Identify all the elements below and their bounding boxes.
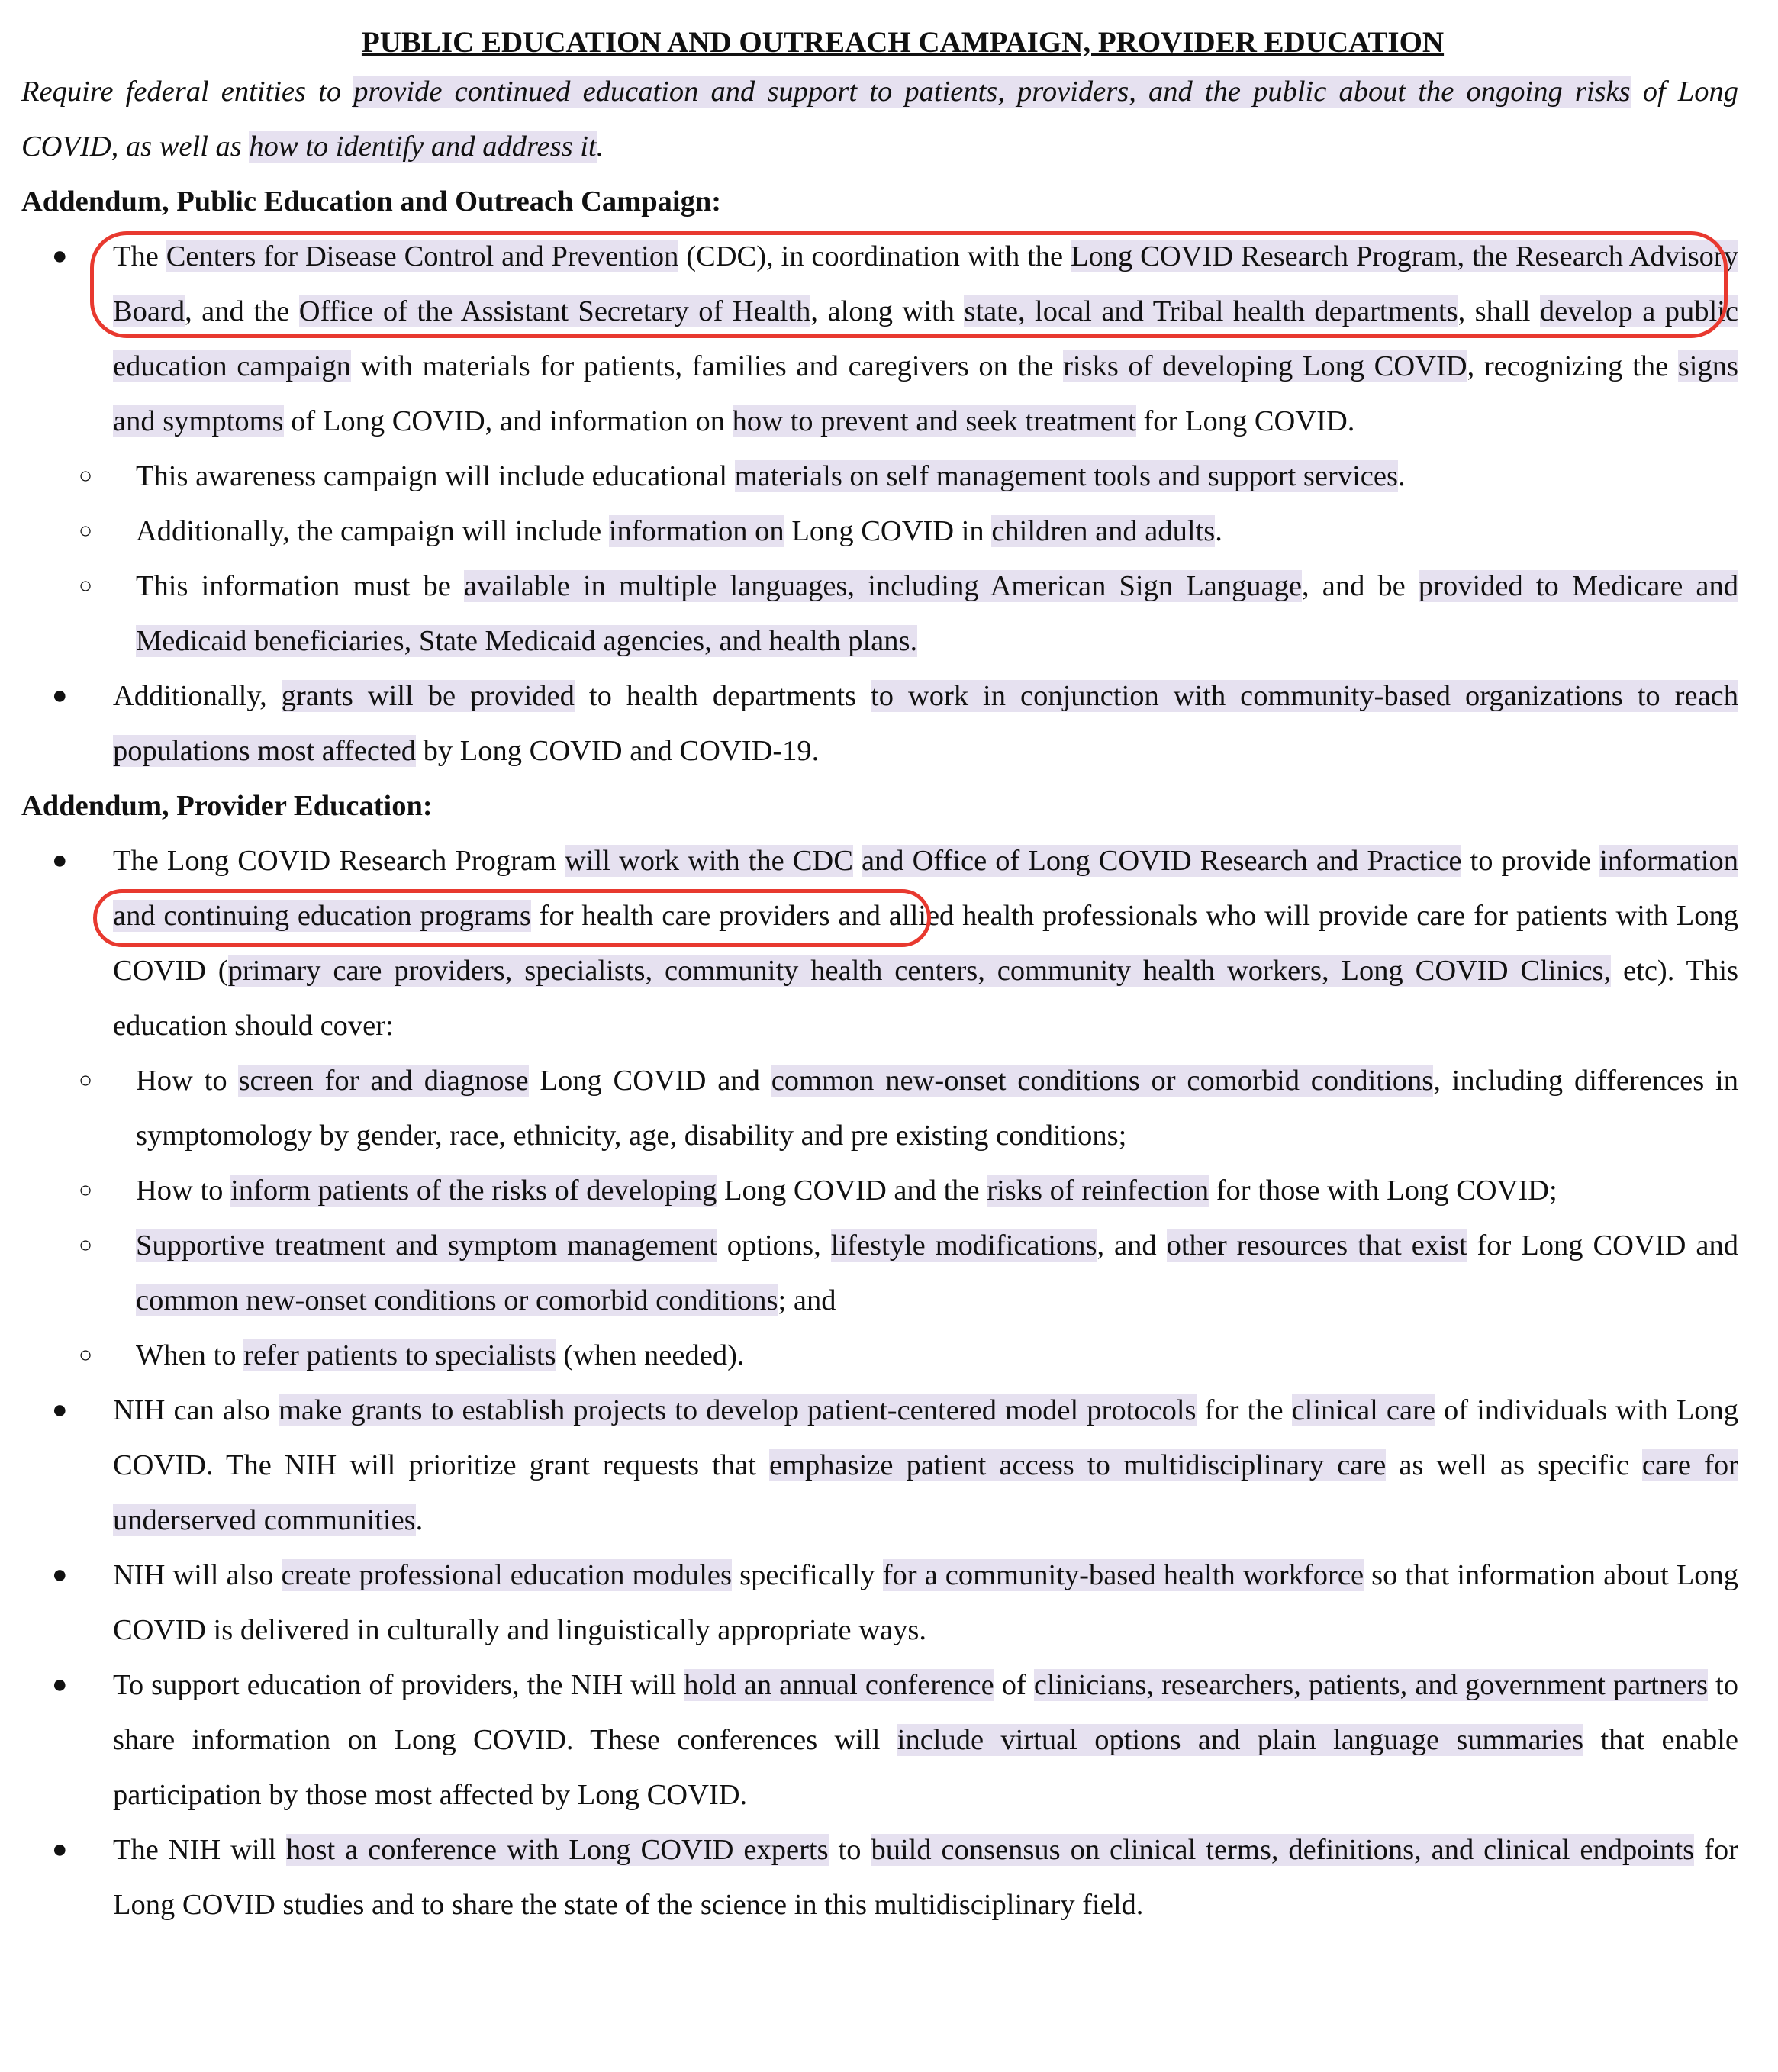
sub-bullet-glyph: ○	[79, 1178, 93, 1203]
sub-bullet-item	[21, 1328, 1738, 1383]
highlighted-text: children and adults	[991, 515, 1216, 547]
highlighted-text: risks of reinfection	[987, 1175, 1209, 1207]
text-run: Long COVID and	[528, 1065, 771, 1097]
highlighted-text: signs and symptoms	[113, 350, 1738, 437]
text-run: that enable participation by those most affected by Long COVID.	[113, 1724, 1738, 1811]
text-run: .	[596, 131, 604, 163]
text-run: ; and	[778, 1284, 836, 1316]
highlighted-text: grants will be provided	[281, 680, 575, 712]
text-run: The	[113, 240, 166, 272]
highlighted-text: materials on self management tools and support services	[734, 460, 1398, 492]
highlighted-text: how to identify and address it	[249, 131, 597, 163]
highlighted-text: provide continued education and support to patients, providers, and the public about the ongoing risks	[353, 76, 1631, 108]
sub-bullet-glyph: ○	[79, 463, 93, 488]
text-run: so that information about Long COVID is delivered in culturally and linguistically appropriate ways.	[113, 1559, 1738, 1646]
text-run: .	[1397, 460, 1406, 492]
text-run: .	[1215, 515, 1222, 547]
text-run: to health departments	[574, 680, 871, 712]
sub-bullet-list	[21, 1053, 1738, 1383]
text-run: , and be	[1301, 570, 1419, 602]
highlighted-text: available in multiple languages, including American Sign Language	[463, 570, 1302, 602]
highlighted-text: Supportive treatment and symptom management	[136, 1229, 717, 1262]
text-run: for the	[1196, 1394, 1292, 1426]
text-run: for those with Long COVID;	[1209, 1175, 1557, 1207]
highlighted-text: for a community-based health workforce	[882, 1559, 1364, 1591]
text-run: , along with	[810, 295, 965, 327]
highlighted-text: how to prevent and seek treatment	[732, 405, 1136, 437]
highlighted-text: to work in conjunction with community-based organizations to reach populations most affected	[113, 680, 1738, 767]
highlighted-text: Long COVID Research Program, the Research Advisory Board	[113, 240, 1739, 327]
bullet-item	[21, 1383, 1738, 1548]
text-run: How to	[136, 1065, 239, 1097]
text-run: To support education of providers, the NIH will	[113, 1669, 684, 1701]
text-run: of Long COVID, as well as	[21, 76, 1739, 163]
text-run: as well as specific	[1386, 1449, 1642, 1481]
highlighted-text: information and continuing education programs	[113, 845, 1738, 932]
text-run: for Long COVID studies and to share the state of the science in this multidisciplinary field.	[113, 1834, 1738, 1921]
sub-bullet-item	[21, 559, 1738, 669]
sub-bullet-glyph: ○	[79, 1342, 93, 1368]
bullet-list	[21, 229, 1738, 778]
highlighted-text: include virtual options and plain language summaries	[897, 1724, 1584, 1756]
highlighted-text: inform patients of the risks of developing	[230, 1175, 717, 1207]
text-run: to share information on Long COVID. These conferences will	[113, 1669, 1738, 1756]
sub-bullet-item	[21, 504, 1738, 559]
highlighted-text: common new-onset conditions or comorbid conditions	[771, 1065, 1434, 1097]
text-run: .	[415, 1504, 424, 1536]
text-run: options,	[717, 1229, 831, 1262]
highlighted-text: clinical care	[1291, 1394, 1435, 1426]
highlighted-text: develop a public education campaign	[113, 295, 1738, 382]
sub-bullet-glyph: ○	[79, 573, 93, 598]
document-page	[21, 21, 1738, 1932]
text-run: for Long COVID.	[1135, 405, 1355, 437]
text-run: NIH will also	[113, 1559, 282, 1591]
highlighted-text: provided to Medicare and Medicaid beneficiaries, State Medicaid agencies, and health plans.	[136, 570, 1738, 657]
text-run: , including differences in symptomology by gender, race, ethnicity, age, disability and pre existing conditions;	[136, 1065, 1739, 1152]
highlighted-text: information on	[608, 515, 784, 547]
text-run: The NIH will	[113, 1834, 287, 1866]
text-run	[853, 845, 862, 877]
text-run: Require federal entities to	[21, 76, 354, 108]
bullet-glyph: ●	[52, 1396, 68, 1424]
bullet-glyph: ●	[52, 846, 68, 875]
sub-bullet-item	[21, 1053, 1738, 1163]
text-run: etc). This education should cover:	[113, 955, 1738, 1042]
highlighted-text: clinicians, researchers, patients, and government partners	[1033, 1669, 1708, 1701]
text-run: How to	[136, 1175, 231, 1207]
sub-bullet-item	[21, 1163, 1738, 1218]
text-run: to	[828, 1834, 871, 1866]
text-run: with materials for patients, families and caregivers on the	[350, 350, 1064, 382]
sub-bullet-glyph: ○	[79, 1233, 93, 1258]
highlighted-text: refer patients to specialists	[243, 1339, 556, 1371]
highlighted-text: create professional education modules	[281, 1559, 733, 1591]
text-run: , and the	[185, 295, 299, 327]
text-run: , and	[1097, 1229, 1167, 1262]
sections-container	[21, 174, 1738, 1932]
text-run: to provide	[1461, 845, 1600, 877]
highlighted-text: risks of developing Long COVID	[1063, 350, 1467, 382]
intro-paragraph	[21, 64, 1738, 174]
bullet-item	[21, 1822, 1738, 1932]
text-run: The Long COVID Research Program	[113, 845, 565, 877]
bullet-item	[21, 669, 1738, 778]
bullet-glyph: ●	[52, 1561, 68, 1589]
bullet-item	[21, 229, 1738, 449]
highlighted-text: common new-onset conditions or comorbid conditions	[136, 1284, 778, 1316]
highlighted-text: hold an annual conference	[684, 1669, 994, 1701]
sub-bullet-list	[21, 449, 1738, 669]
text-run: of	[994, 1669, 1034, 1701]
text-run: of Long COVID, and information on	[283, 405, 733, 437]
highlighted-text: care for underserved communities	[113, 1449, 1738, 1536]
text-run: Additionally,	[113, 680, 282, 712]
text-run: , recognizing the	[1467, 350, 1678, 382]
highlighted-text: Office of the Assistant Secretary of Health	[298, 295, 811, 327]
highlighted-text: and Office of Long COVID Research and Practice	[861, 845, 1462, 877]
text-run: Long COVID and the	[717, 1175, 987, 1207]
bullet-item	[21, 1548, 1738, 1658]
text-run: (when needed).	[556, 1339, 745, 1371]
highlighted-text: screen for and diagnose	[238, 1065, 529, 1097]
highlighted-text: make grants to establish projects to develop patient-centered model protocols	[278, 1394, 1197, 1426]
highlighted-text: Centers for Disease Control and Prevention	[166, 240, 679, 272]
highlighted-text: primary care providers, specialists, community health centers, community health workers, Long COVID Clinics,	[227, 955, 1612, 987]
highlighted-text: other resources that exist	[1166, 1229, 1467, 1262]
section-heading: Addendum, Provider Education:	[21, 790, 433, 822]
bullet-glyph: ●	[52, 242, 68, 270]
text-run: for Long COVID and	[1467, 1229, 1738, 1262]
sub-bullet-glyph: ○	[79, 518, 93, 543]
highlighted-text: lifestyle modifications	[830, 1229, 1097, 1262]
text-run: NIH can also	[113, 1394, 279, 1426]
sub-bullet-item	[21, 1218, 1738, 1328]
bullet-glyph: ●	[52, 1835, 68, 1864]
bullet-list	[21, 833, 1738, 1932]
highlighted-text: host a conference with Long COVID experts	[286, 1834, 829, 1866]
highlighted-text: emphasize patient access to multidisciplinary care	[769, 1449, 1387, 1481]
sub-bullet-glyph: ○	[79, 1068, 93, 1093]
text-run: Long COVID in	[784, 515, 992, 547]
highlighted-text: build consensus on clinical terms, definitions, and clinical endpoints	[871, 1834, 1695, 1866]
text-run: This information must be	[136, 570, 464, 602]
bullet-item	[21, 1658, 1738, 1822]
bullet-item	[21, 833, 1738, 1053]
text-run: specifically	[732, 1559, 883, 1591]
highlighted-text: will work with the CDC	[565, 845, 853, 877]
text-run: for health care providers and allied health professionals who will provide care for patients with Long COVID (	[113, 900, 1738, 987]
document-title: PUBLIC EDUCATION AND OUTREACH CAMPAIGN, PROVIDER EDUCATION	[361, 26, 1445, 59]
text-run: When to	[136, 1339, 244, 1371]
highlighted-text: state, local and Tribal health departments	[964, 295, 1458, 327]
bullet-glyph: ●	[52, 1671, 68, 1699]
text-run: , shall	[1458, 295, 1540, 327]
section-heading: Addendum, Public Education and Outreach Campaign:	[21, 185, 722, 218]
text-run: by Long COVID and COVID-19.	[416, 735, 820, 767]
text-run: (CDC), in coordination with the	[678, 240, 1071, 272]
text-run: Additionally, the campaign will include	[136, 515, 609, 547]
text-run: of individuals with Long COVID. The NIH will prioritize grant requests that	[113, 1394, 1738, 1481]
text-run: This awareness campaign will include educational	[136, 460, 735, 492]
bullet-glyph: ●	[52, 682, 68, 710]
sub-bullet-item	[21, 449, 1738, 504]
